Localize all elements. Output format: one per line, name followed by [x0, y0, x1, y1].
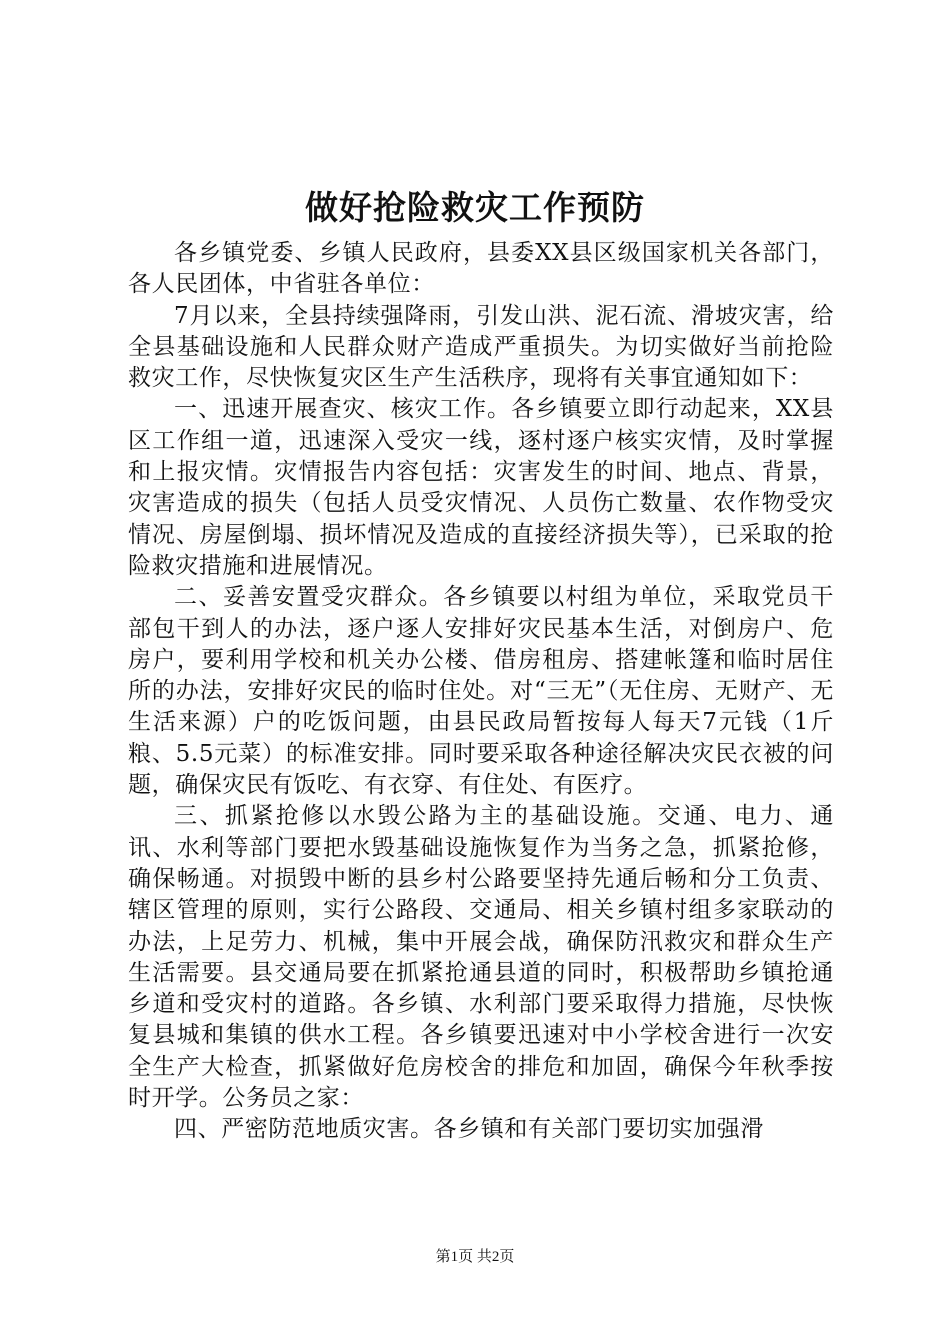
paragraph-salutation: 各乡镇党委、乡镇人民政府，县委XX县区级国家机关各部门，各人民团体，中省驻各单位：	[128, 240, 834, 298]
paragraph-section-1: 一、迅速开展查灾、核灾工作。各乡镇要立即行动起来，XX县区工作组一道，迅速深入受灾一线，逐村逐户核实灾情，及时掌握和上报灾情。灾情报告内容包括：灾害发生的时间、地点、背景，灾害造成的损失（包括人员受灾情况、人员伤亡数量、农作物受灾情况、房屋倒塌、损坏情况及造成的直接经济损失等），已采取的抢险救灾措施和进展情况。	[128, 396, 834, 579]
paragraph-intro: 7月以来，全县持续强降雨，引发山洪、泥石流、滑坡灾害，给全县基础设施和人民群众财产造成严重损失。为切实做好当前抢险救灾工作，尽快恢复灾区生产生活秩序，现将有关事宜通知如下：	[128, 302, 834, 392]
document-title: 做好抢险救灾工作预防	[305, 188, 645, 227]
paragraph-section-2: 二、妥善安置受灾群众。各乡镇要以村组为单位，采取党员干部包干到人的办法，逐户逐人安排好灾民基本生活，对倒房户、危房户，要利用学校和机关办公楼、借房租房、搭建帐篷和临时居住所的办法，安排好灾民的临时住处。对“三无”（无住房、无财产、无生活来源）户的吃饭问题，由县民政局暂按每人每天7元钱（1斤粮、5.5元菜）的标准安排。同时要采取各种途径解决灾民衣被的问题，确保灾民有饭吃、有衣穿、有住处、有医疗。	[128, 584, 834, 799]
document-body	[128, 238, 834, 1146]
paragraph-section-3: 三、抓紧抢修以水毁公路为主的基础设施。交通、电力、通讯、水利等部门要把水毁基础设施恢复作为当务之急，抓紧抢修，确保畅通。对损毁中断的县乡村公路要坚持先通后畅和分工负责、辖区管理的原则，实行公路段、交通局、相关乡镇村组多家联动的办法，上足劳力、机械，集中开展会战，确保防汛救灾和群众生产生活需要。县交通局要在抓紧抢通县道的同时，积极帮助乡镇抢通乡道和受灾村的道路。各乡镇、水利部门要采取得力措施，尽快恢复县城和集镇的供水工程。各乡镇要迅速对中小学校舍进行一次安全生产大检查，抓紧做好危房校舍的排危和加固，确保今年秋季按时开学。公务员之家：	[128, 803, 834, 1112]
page-number-footer: 第1页 共2页	[435, 1249, 515, 1265]
paragraph-section-4: 四、严密防范地质灾害。各乡镇和有关部门要切实加强滑	[174, 1116, 764, 1143]
